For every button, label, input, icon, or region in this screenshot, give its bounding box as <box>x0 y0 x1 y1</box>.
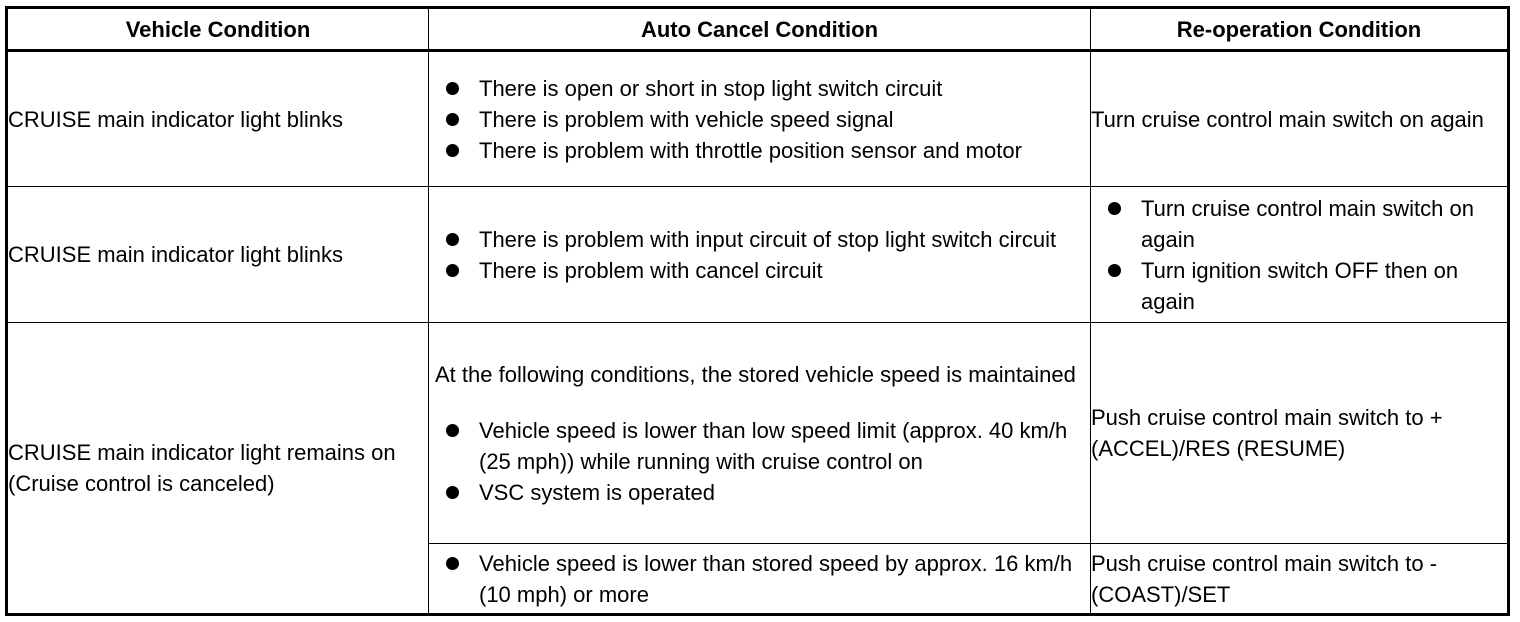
auto-cancel-list <box>429 415 1090 508</box>
table-row <box>7 51 1509 187</box>
vehicle-condition-cell: CRUISE main indicator light remains on (Cruise control is canceled) <box>7 323 429 615</box>
auto-cancel-cell <box>429 323 1091 544</box>
table-row <box>7 187 1509 323</box>
auto-cancel-list <box>429 548 1090 610</box>
list-item: There is problem with vehicle speed signal <box>429 104 1090 135</box>
list-item: VSC system is operated <box>429 477 1090 508</box>
reoperation-list <box>1091 193 1507 317</box>
list-item: There is problem with cancel circuit <box>429 255 1090 286</box>
list-item: Turn ignition switch OFF then on again <box>1091 255 1507 317</box>
header-row <box>7 8 1509 51</box>
table-row <box>7 323 1509 544</box>
auto-cancel-list <box>429 73 1090 166</box>
reoperation-cell: Push cruise control main switch to - (COAST)/SET <box>1091 544 1509 615</box>
header-auto-cancel-condition: Auto Cancel Condition <box>429 8 1091 51</box>
reoperation-cell: Push cruise control main switch to + (ACCEL)/RES (RESUME) <box>1091 323 1509 544</box>
auto-cancel-intro: At the following conditions, the stored vehicle speed is maintained <box>435 361 1076 387</box>
reoperation-cell <box>1091 187 1509 323</box>
header-reoperation-condition: Re-operation Condition <box>1091 8 1509 51</box>
list-item: Vehicle speed is lower than stored speed by approx. 16 km/h (10 mph) or more <box>429 548 1090 610</box>
auto-cancel-cell <box>429 51 1091 187</box>
auto-cancel-cell <box>429 544 1091 615</box>
list-item: Vehicle speed is lower than low speed limit (approx. 40 km/h (25 mph)) while running with cruise control on <box>429 415 1090 477</box>
list-item: There is problem with input circuit of stop light switch circuit <box>429 224 1090 255</box>
list-item: Turn cruise control main switch on again <box>1091 193 1507 255</box>
header-vehicle-condition: Vehicle Condition <box>7 8 429 51</box>
auto-cancel-list <box>429 224 1090 286</box>
list-item: There is open or short in stop light switch circuit <box>429 73 1090 104</box>
auto-cancel-cell <box>429 187 1091 323</box>
vehicle-condition-cell: CRUISE main indicator light blinks <box>7 51 429 187</box>
condition-table <box>5 6 1510 616</box>
reoperation-cell: Turn cruise control main switch on again <box>1091 51 1509 187</box>
vehicle-condition-cell: CRUISE main indicator light blinks <box>7 187 429 323</box>
list-item: There is problem with throttle position sensor and motor <box>429 135 1090 166</box>
